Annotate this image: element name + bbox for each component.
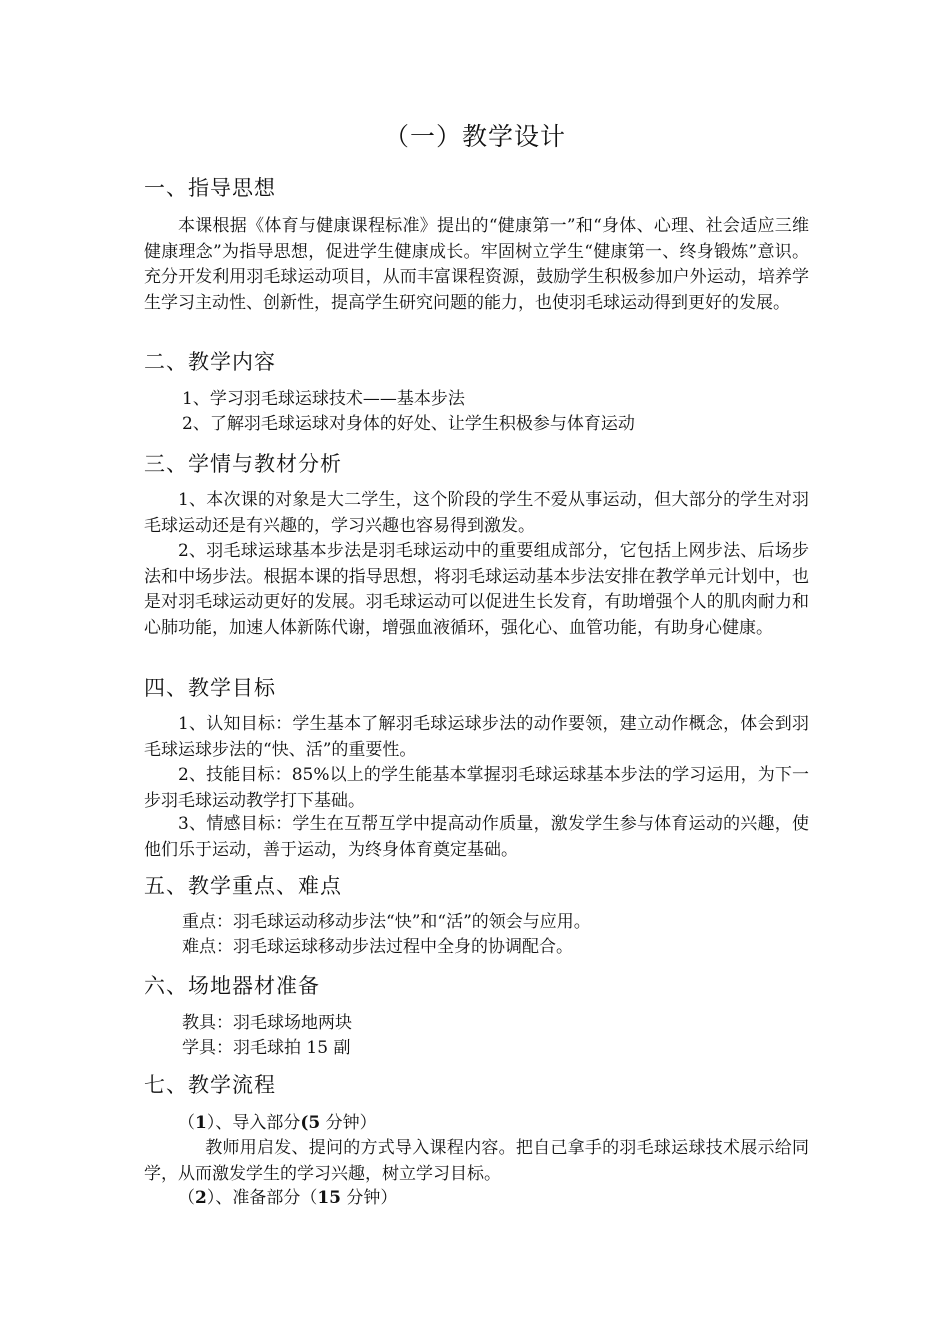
key-point-item: 重点：羽毛球运动移动步法“快”和“活”的领会与应用。 bbox=[182, 912, 591, 932]
section-heading-guiding-thought: 一、指导思想 bbox=[144, 176, 276, 200]
objective-affective: 3、情感目标：学生在互帮互学中提高动作质量，激发学生参与体育运动的兴趣，使他们乐于运动，善于运动，为终身体育奠定基础。 bbox=[144, 814, 809, 860]
page-title: （一）教学设计 bbox=[383, 122, 566, 151]
section-paragraph-guiding-thought: 本课根据《体育与健康课程标准》提出的“健康第一”和“身体、心理、社会适应三维健康理念”为指导思想，促进学生健康成长。牢固树立学生“健康第一、终身锻炼”意识。充分开发利用羽毛球运动项目，从而丰富课程资源，鼓励学生积极参加户外运动，培养学生学习主动性、创新性，提高学生研究问题的能力，也使羽毛球运动得到更好的发展。 bbox=[144, 216, 809, 313]
section-heading-equipment: 六、场地器材准备 bbox=[144, 974, 320, 998]
difficulty-item: 难点：羽毛球运球移动步法过程中全身的协调配合。 bbox=[182, 937, 573, 957]
section-heading-objectives: 四、教学目标 bbox=[144, 676, 276, 700]
process-step-1-heading: （1）、导入部分(5 分钟） bbox=[178, 1113, 377, 1133]
equipment-student-aids: 学具：羽毛球拍 15 副 bbox=[182, 1038, 351, 1058]
section-heading-analysis: 三、学情与教材分析 bbox=[144, 452, 342, 476]
objective-skill: 2、技能目标：85%以上的学生能基本掌握羽毛球运球基本步法的学习运用，为下一步羽毛球运动教学打下基础。 bbox=[144, 765, 809, 811]
section-heading-key-points: 五、教学重点、难点 bbox=[144, 874, 342, 898]
objective-cognitive: 1、认知目标：学生基本了解羽毛球运球步法的动作要领，建立动作概念，体会到羽毛球运球步法的“快、活”的重要性。 bbox=[144, 714, 809, 760]
process-step-2-heading: （2）、准备部分（15 分钟） bbox=[178, 1188, 398, 1208]
equipment-teaching-aids: 教具：羽毛球场地两块 bbox=[182, 1013, 352, 1033]
section-heading-process: 七、教学流程 bbox=[144, 1073, 276, 1097]
content-item-2: 2、了解羽毛球运球对身体的好处、让学生积极参与体育运动 bbox=[182, 414, 635, 434]
section-heading-content: 二、教学内容 bbox=[144, 350, 276, 374]
content-item-1: 1、学习羽毛球运球技术——基本步法 bbox=[182, 389, 465, 409]
analysis-paragraph-2: 2、羽毛球运球基本步法是羽毛球运动中的重要组成部分，它包括上网步法、后场步法和中场步法。根据本课的指导思想，将羽毛球运动基本步法安排在教学单元计划中，也是对羽毛球运动更好的发展。羽毛球运动可以促进生长发育，有助增强个人的肌肉耐力和心肺功能，加速人体新陈代谢，增强血液循环，强化心、血管功能，有助身心健康。 bbox=[144, 541, 809, 638]
analysis-paragraph-1: 1、本次课的对象是大二学生，这个阶段的学生不爱从事运动，但大部分的学生对羽毛球运动还是有兴趣的，学习兴趣也容易得到激发。 bbox=[144, 490, 809, 536]
process-step-1-paragraph: 教师用启发、提问的方式导入课程内容。把自己拿手的羽毛球运球技术展示给同学，从而激发学生的学习兴趣，树立学习目标。 bbox=[144, 1138, 809, 1184]
